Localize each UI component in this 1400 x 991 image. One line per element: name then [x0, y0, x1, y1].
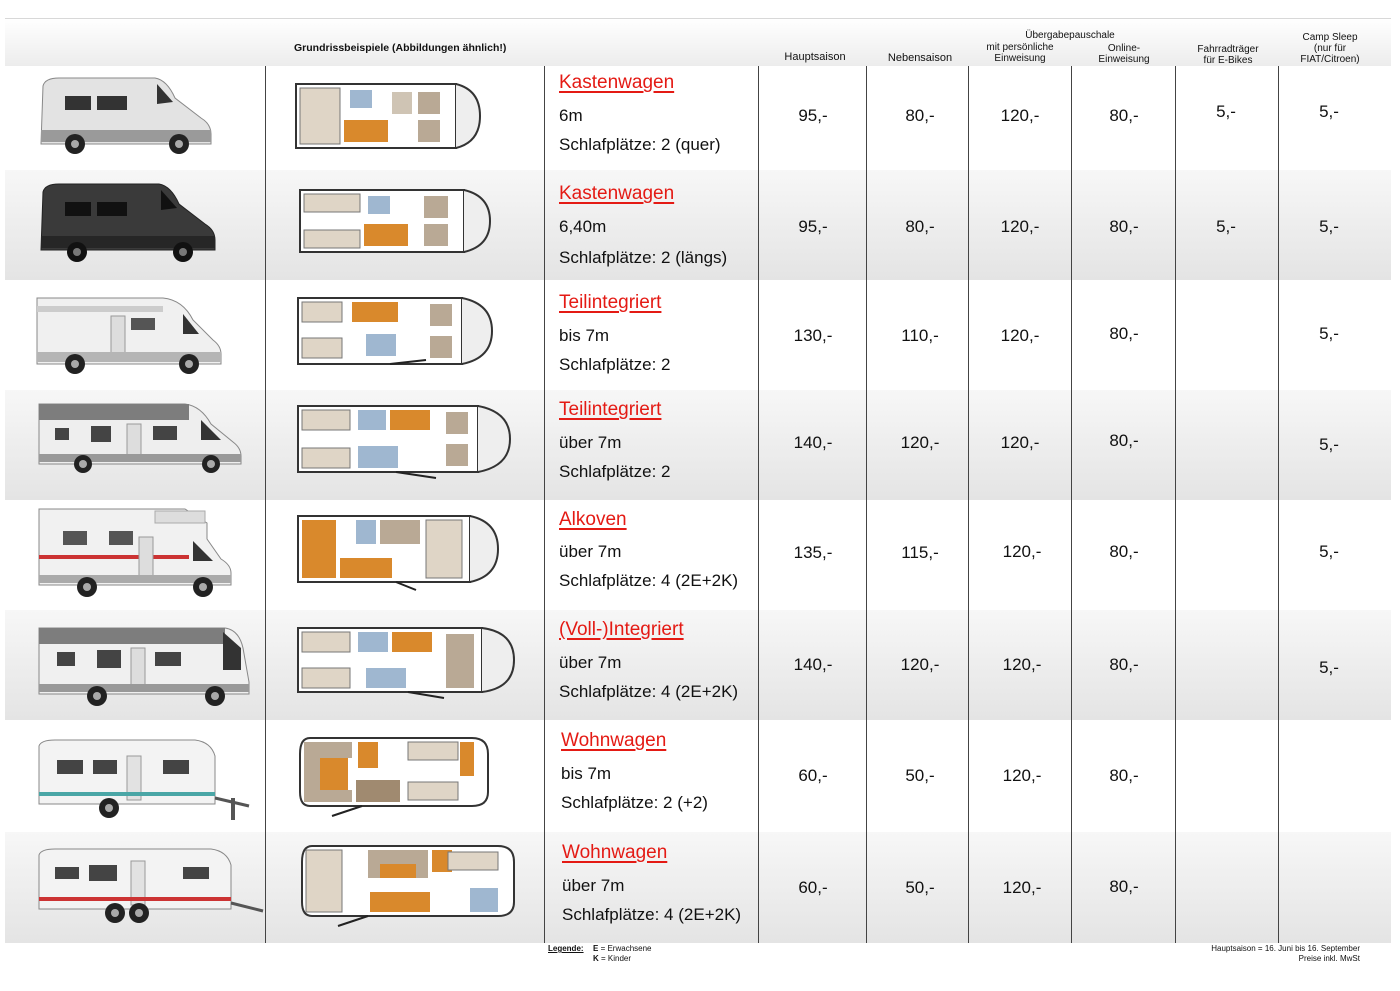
floorplan-image	[296, 290, 496, 374]
price-online: 80,-	[1109, 542, 1139, 561]
floorplan-image	[298, 188, 494, 254]
price-persoenlich: 120,-	[1002, 766, 1042, 785]
price-persoenlich: 120,-	[1000, 326, 1040, 345]
header-uebergabepauschale: Übergabepauschale	[1025, 30, 1115, 41]
floorplan-image	[298, 842, 518, 928]
vehicle-sleeping: Schlafplätze: 2	[559, 462, 671, 481]
header-online-line1: Online-	[1107, 43, 1141, 54]
vehicle-sleeping: Schlafplätze: 2 (quer)	[559, 135, 721, 154]
column-divider	[1071, 66, 1072, 943]
vehicle-type: Alkoven	[559, 509, 627, 530]
price-nebensaison: 110,-	[901, 326, 939, 345]
header-floorplan-label: Grundrissbeispiele (Abbildungen ähnlich!)	[294, 42, 507, 54]
legend-e-key: E	[593, 944, 599, 953]
camper-van-image	[35, 74, 215, 158]
season-note: Hauptsaison = 16. Juni bis 16. September	[1211, 944, 1360, 953]
floorplan-image	[296, 620, 518, 702]
legend-e-text: = Erwachsene	[598, 944, 652, 953]
price-persoenlich: 120,-	[1000, 217, 1040, 236]
price-online: 80,-	[1109, 877, 1139, 896]
floorplan-image	[296, 510, 502, 594]
price-hauptsaison: 140,-	[793, 655, 833, 674]
legend-k-key: K	[593, 954, 599, 963]
price-nebensaison: 80,-	[905, 106, 935, 125]
vehicle-sleeping: Schlafplätze: 2 (+2)	[561, 793, 708, 812]
price-hauptsaison: 135,-	[793, 543, 833, 562]
header-persoenlich-line2: Einweisung	[994, 53, 1046, 64]
column-divider	[265, 66, 266, 943]
price-camp-sleep: 5,-	[1319, 102, 1339, 121]
price-camp-sleep: 5,-	[1319, 658, 1339, 677]
caravan-image	[35, 845, 267, 927]
camper-van-image	[35, 180, 220, 266]
column-divider	[1278, 66, 1279, 943]
price-nebensaison: 50,-	[905, 878, 935, 897]
header-hauptsaison: Hauptsaison	[784, 51, 846, 63]
price-online: 80,-	[1109, 766, 1139, 785]
price-persoenlich: 120,-	[1002, 542, 1042, 561]
vehicle-type: Teilintegriert	[559, 292, 662, 313]
vehicle-type: Kastenwagen	[559, 72, 675, 93]
price-nebensaison: 50,-	[905, 766, 935, 785]
camper-alcove-image	[35, 503, 235, 601]
column-divider	[544, 66, 545, 943]
header-camp-line1: Camp Sleep	[1302, 32, 1358, 43]
price-nebensaison: 115,-	[901, 543, 939, 562]
camper-integrated-image	[35, 622, 253, 712]
price-camp-sleep: 5,-	[1319, 435, 1339, 454]
header-fahrrad-line2: für E-Bikes	[1203, 55, 1253, 66]
price-hauptsaison: 130,-	[793, 326, 833, 345]
header-online-line2: Einweisung	[1098, 54, 1150, 65]
price-nebensaison: 120,-	[900, 655, 940, 674]
vehicle-type: Kastenwagen	[559, 183, 675, 204]
header-persoenlich	[970, 42, 1070, 64]
price-online: 80,-	[1109, 431, 1139, 450]
column-divider	[968, 66, 969, 943]
price-fahrrad: 5,-	[1216, 217, 1236, 236]
header-camp-line2: (nur für	[1313, 43, 1347, 54]
header-persoenlich-line1: mit persönliche	[986, 42, 1054, 53]
vehicle-length: bis 7m	[561, 764, 612, 783]
camper-semi-integrated-image	[35, 398, 245, 474]
legend-k-text: = Kinder	[598, 954, 632, 963]
column-divider	[758, 66, 759, 943]
legend-label: Legende:	[548, 944, 584, 953]
price-online: 80,-	[1109, 324, 1139, 343]
price-persoenlich: 120,-	[1002, 655, 1042, 674]
price-hauptsaison: 95,-	[798, 217, 828, 236]
vehicle-type: (Voll-)Integriert	[559, 619, 684, 640]
price-online: 80,-	[1109, 217, 1139, 236]
price-hauptsaison: 140,-	[793, 433, 833, 452]
vehicle-length: über 7m	[559, 542, 622, 561]
legend-entries	[593, 944, 651, 964]
price-note: Preise inkl. MwSt	[1298, 954, 1360, 963]
vehicle-length: bis 7m	[559, 326, 610, 345]
price-nebensaison: 80,-	[905, 217, 935, 236]
vehicle-type: Teilintegriert	[559, 399, 662, 420]
price-persoenlich: 120,-	[1000, 433, 1040, 452]
header-nebensaison: Nebensaison	[887, 52, 953, 64]
vehicle-sleeping: Schlafplätze: 2	[559, 355, 671, 374]
vehicle-length: über 7m	[562, 876, 625, 895]
header-online	[1074, 43, 1174, 65]
header-fahrrad-line1: Fahrradträger	[1197, 44, 1259, 55]
column-divider	[1175, 66, 1176, 943]
header-fahrradtraeger	[1178, 44, 1278, 66]
price-hauptsaison: 95,-	[798, 106, 828, 125]
vehicle-type: Wohnwagen	[562, 842, 668, 863]
floorplan-image	[296, 734, 492, 818]
price-persoenlich: 120,-	[1002, 878, 1042, 897]
caravan-image	[35, 736, 255, 826]
vehicle-sleeping: Schlafplätze: 4 (2E+2K)	[559, 571, 739, 590]
price-online: 80,-	[1109, 106, 1139, 125]
vehicle-length: 6,40m	[559, 217, 607, 236]
price-hauptsaison: 60,-	[798, 878, 828, 897]
header-camp-line3: FIAT/Citroen)	[1300, 54, 1360, 65]
vehicle-sleeping: Schlafplätze: 4 (2E+2K)	[562, 905, 742, 924]
floorplan-image	[296, 398, 516, 482]
price-fahrrad: 5,-	[1216, 102, 1236, 121]
vehicle-sleeping: Schlafplätze: 2 (längs)	[559, 248, 728, 267]
price-camp-sleep: 5,-	[1319, 324, 1339, 343]
price-camp-sleep: 5,-	[1319, 542, 1339, 561]
floorplan-image	[294, 82, 484, 150]
price-hauptsaison: 60,-	[798, 766, 828, 785]
price-camp-sleep: 5,-	[1319, 217, 1339, 236]
vehicle-length: 6m	[559, 106, 583, 125]
camper-semi-integrated-image	[33, 290, 225, 378]
vehicle-length: über 7m	[559, 433, 622, 452]
column-divider	[866, 66, 867, 943]
vehicle-type: Wohnwagen	[561, 730, 667, 751]
vehicle-sleeping: Schlafplätze: 4 (2E+2K)	[559, 682, 739, 701]
price-persoenlich: 120,-	[1000, 106, 1040, 125]
price-nebensaison: 120,-	[900, 433, 940, 452]
header-camp-sleep	[1280, 32, 1380, 65]
vehicle-length: über 7m	[559, 653, 622, 672]
price-online: 80,-	[1109, 655, 1139, 674]
